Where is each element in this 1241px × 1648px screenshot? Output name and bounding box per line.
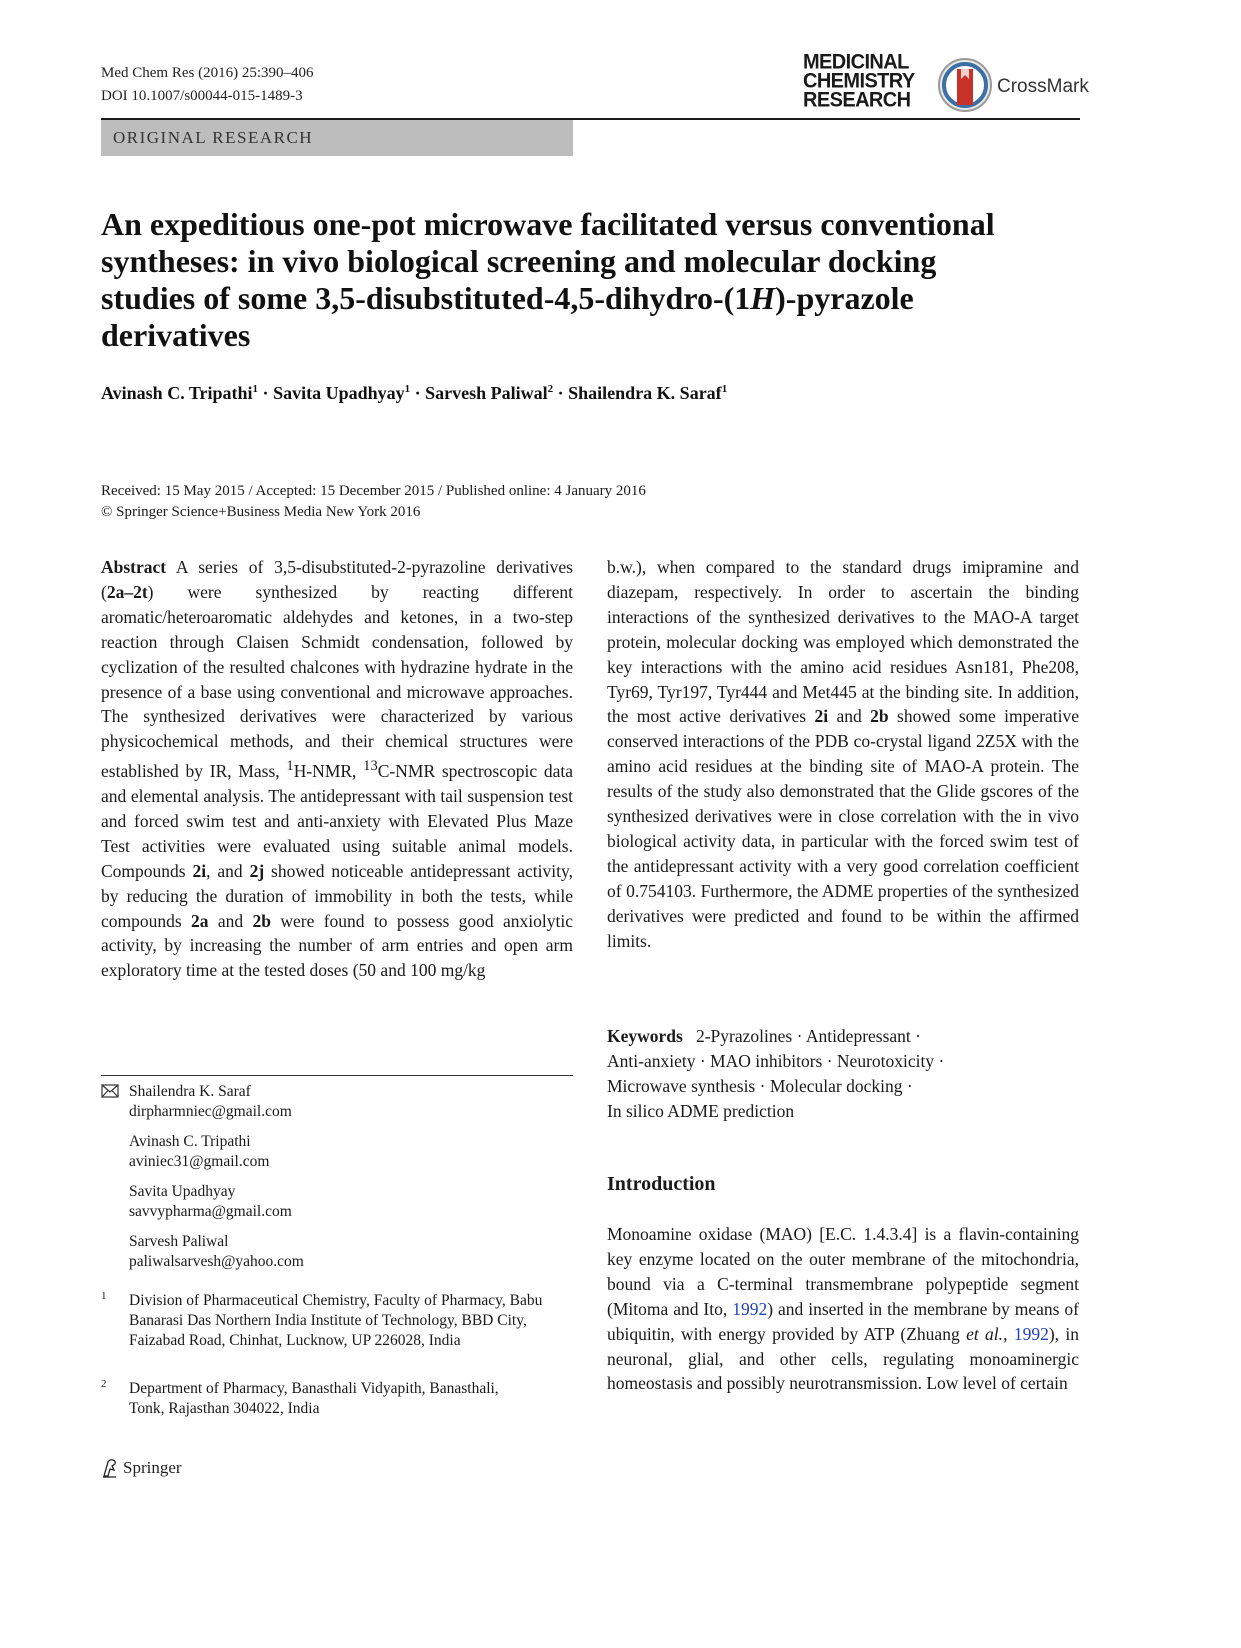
keywords-block: Keywords 2-Pyrazolines · Antidepressant · Anti-anxiety · MAO inhibitors · Neurotoxicity · Microwave synthesis · Molecular docking · In silico ADME prediction: [607, 1026, 945, 1121]
abstract-right: [607, 555, 1079, 954]
logo-line-3: RESEARCH: [803, 88, 911, 112]
keyword: Antidepressant: [805, 1026, 911, 1046]
title-line-3: studies of some 3,5-disubstituted-4,5-dihydro-(1H)-pyrazole: [101, 280, 914, 316]
footnote-rule: [101, 1075, 573, 1076]
contact-email[interactable]: aviniec31@gmail.com: [129, 1153, 270, 1170]
contact-email[interactable]: paliwalsarvesh@yahoo.com: [129, 1253, 304, 1270]
abstract-text: Abstract A series of 3,5-disubstituted-2-pyrazoline derivatives (2a–2t) were synthesized by reacting different aromatic/heteroaromatic aldehydes and ketones, in a two-step reaction through Claisen Schmidt condensation, followed by cyclization of the resulted chalcones with hydrazine hydrate in the presence of a base using conventional and microwave approaches. The synthesized derivatives were characterized by various physicochemical methods, and their chemical structures were established by IR, Mass, $^1$H-NMR, $^{13}$C-NMR spectroscopic data and elemental analysis. The antidepressant with tail suspension test and forced swim test and anti-anxiety with Elevated Plus Maze Test activities were evaluated using suitable animal models. Compounds 2i, and 2j showed noticeable antidepressant activity, by reducing the duration of immobility in both the tests, while compounds 2a and 2b were found to possess good anxiolytic activity, by increasing the number of arm entries and open arm exploratory time at the tested doses (50 and 100 mg/kg: [101, 557, 573, 981]
abstract-heading: Abstract: [101, 557, 167, 577]
journal-citation: Med Chem Res (2016) 25:390–406: [101, 65, 314, 81]
doi[interactable]: DOI 10.1007/s00044-015-1489-3: [101, 88, 303, 104]
author-list: Avinash C. Tripathi$^1$ · Savita Upadhyay$^1$ · Sarvesh Paliwal$^2$ · Shailendra K. Saraf$^1$: [101, 383, 728, 403]
keywords-heading: Keywords: [607, 1026, 683, 1046]
contact-entry: [129, 1182, 304, 1222]
title-line-2: syntheses: in vivo biological screening and molecular docking: [101, 243, 937, 279]
introduction-text: Monoamine oxidase (MAO) [E.C. 1.4.3.4] is a flavin-containing key enzyme located on the outer membrane of the mitochondria, bound via a C-terminal transmembrane polypeptide segment (Mitoma and Ito, 1992) and inserted in the membrane by means of ubiquitin, with energy provided by ATP (Zhuang et al., 1992), in neuronal, glial, and other cells, regulating monoaminergic homeostasis and possibly neurotransmission. Low level of certain: [607, 1224, 1079, 1394]
title-line-4: derivatives: [101, 317, 251, 353]
abstract-left: [101, 555, 573, 983]
author-affiliation-ref: 1: [404, 383, 411, 395]
contact-entry: [129, 1082, 304, 1122]
contact-name: Shailendra K. Saraf: [129, 1083, 251, 1100]
affiliation-number: 1: [101, 1290, 107, 1302]
author-affiliation-ref: 1: [252, 383, 259, 395]
citation-link[interactable]: 1992: [732, 1298, 768, 1319]
author-name[interactable]: Shailendra K. Saraf: [568, 383, 722, 403]
logo-line-1: MEDICINAL: [803, 50, 909, 74]
contact-entry: [129, 1132, 304, 1172]
contact-name: Savita Upadhyay: [129, 1183, 236, 1200]
springer-horse-icon: [101, 1458, 119, 1478]
keyword: Anti-anxiety: [607, 1050, 696, 1071]
keyword: Neurotoxicity: [836, 1050, 935, 1071]
keyword: 2-Pyrazolines: [695, 1026, 793, 1046]
contact-email[interactable]: savvypharma@gmail.com: [129, 1203, 292, 1220]
author-name[interactable]: Sarvesh Paliwal: [425, 383, 548, 403]
copyright-line: © Springer Science+Business Media New York 2016: [101, 504, 421, 520]
author-affiliation-ref: 2: [547, 383, 554, 395]
logo-line-2: CHEMISTRY: [803, 69, 915, 93]
contact-name: Sarvesh Paliwal: [129, 1233, 229, 1250]
publisher-footer: [101, 1458, 182, 1478]
crossmark-badge[interactable]: [937, 57, 1089, 118]
contact-list: [129, 1082, 304, 1272]
affiliation-1: Division of Pharmaceutical Chemistry, Faculty of Pharmacy, Babu Banarasi Das Northern India Institute of Technology, BBD City, Faizabad Road, Chinhat, Lucknow, UP 226028, India: [129, 1292, 543, 1349]
received-accepted-dates: Received: 15 May 2015 / Accepted: 15 December 2015 / Published online: 4 January 2016: [101, 483, 646, 499]
email-icon: [101, 1084, 119, 1103]
contact-email[interactable]: dirpharmniec@gmail.com: [129, 1103, 292, 1120]
contact-entry: [129, 1232, 304, 1272]
keyword: Microwave synthesis: [607, 1075, 756, 1096]
keyword: Molecular docking: [769, 1075, 903, 1096]
article-history: [101, 481, 646, 523]
crossmark-icon: [937, 57, 993, 113]
journal-logo: [803, 50, 915, 112]
title-line-1: An expeditious one-pot microwave facilitated versus conventional: [101, 206, 995, 242]
keyword: MAO inhibitors: [710, 1050, 823, 1071]
article-type-label: ORIGINAL RESEARCH: [101, 120, 573, 156]
introduction-heading: Introduction: [607, 1173, 716, 1195]
publisher-name: Springer: [123, 1458, 182, 1477]
article-title: [101, 206, 1101, 354]
author-affiliation-ref: 1: [721, 383, 728, 395]
keyword: In silico ADME prediction: [607, 1100, 795, 1121]
author-name[interactable]: Avinash C. Tripathi: [101, 383, 253, 403]
crossmark-label: CrossMark: [997, 76, 1089, 97]
author-name[interactable]: Savita Upadhyay: [273, 383, 405, 403]
affiliation-number: 2: [101, 1378, 107, 1390]
affiliation-2: Department of Pharmacy, Banasthali Vidyapith, Banasthali, Tonk, Rajasthan 304022, India: [129, 1380, 499, 1417]
citation-link[interactable]: 1992: [1013, 1323, 1049, 1344]
contact-name: Avinash C. Tripathi: [129, 1133, 251, 1150]
abstract-continuation: b.w.), when compared to the standard drugs imipramine and diazepam, respectively. In order to ascertain the binding interactions of the synthesized derivatives to the MAO-A target protein, molecular docking was employed which demonstrated the key interactions with the amino acid residues Asn181, Phe208, Tyr69, Tyr197, Tyr444 and Met445 at the binding site. In addition, the most active derivatives 2i and 2b showed some imperative conserved interactions of the PDB co-crystal ligand 2Z5X with the amino acid residues at the binding site of MAO-A protein. The results of the study also demonstrated that the Glide gscores of the synthesized derivatives were in close correlation with the in vivo biological activity data, in particular with the forced swim test of the antidepressant activity with a very good correlation coefficient of 0.754103. Furthermore, the ADME properties of the synthesized derivatives were predicted and found to be within the affirmed limits.: [607, 557, 1079, 951]
